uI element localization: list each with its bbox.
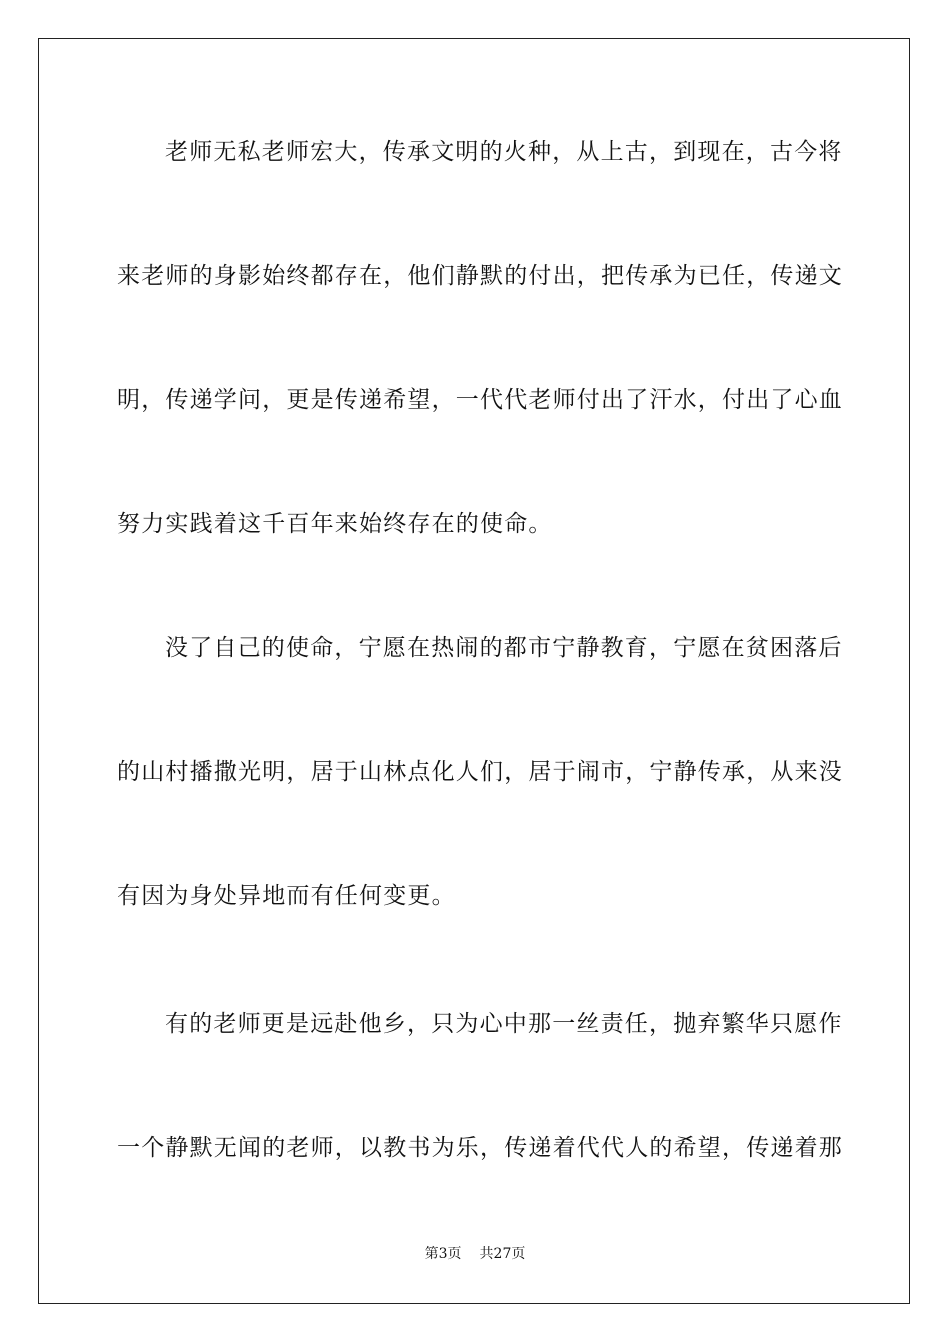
page-total: 共27页 [479,1246,526,1262]
paragraph-1-line-1: 老师无私老师宏大，传承文明的火种，从上古，到现在，古今将 [165,139,843,165]
page-footer [0,1245,950,1263]
page-border [38,38,910,1304]
paragraph-2-line-2: 的山村播撒光明，居于山林点化人们，居于闹市，宁静传承，从来没 [117,759,843,785]
paragraph-1-line-3: 明，传递学问，更是传递希望，一代代老师付出了汗水，付出了心血 [117,387,843,413]
paragraph-1-line-4: 努力实践着这千百年来始终存在的使命。 [117,511,553,537]
paragraph-3-line-1: 有的老师更是远赴他乡，只为心中那一丝责任，抛弃繁华只愿作 [165,1011,843,1037]
paragraph-2-line-3: 有因为身处异地而有任何变更。 [117,883,456,909]
page-number: 第3页 [424,1246,462,1262]
paragraph-1-line-2: 来老师的身影始终都存在，他们静默的付出，把传承为已任，传递文 [117,263,843,289]
paragraph-3-line-2: 一个静默无闻的老师，以教书为乐，传递着代代人的希望，传递着那 [117,1135,843,1161]
paragraph-2-line-1: 没了自己的使命，宁愿在热闹的都市宁静教育，宁愿在贫困落后 [165,635,843,661]
